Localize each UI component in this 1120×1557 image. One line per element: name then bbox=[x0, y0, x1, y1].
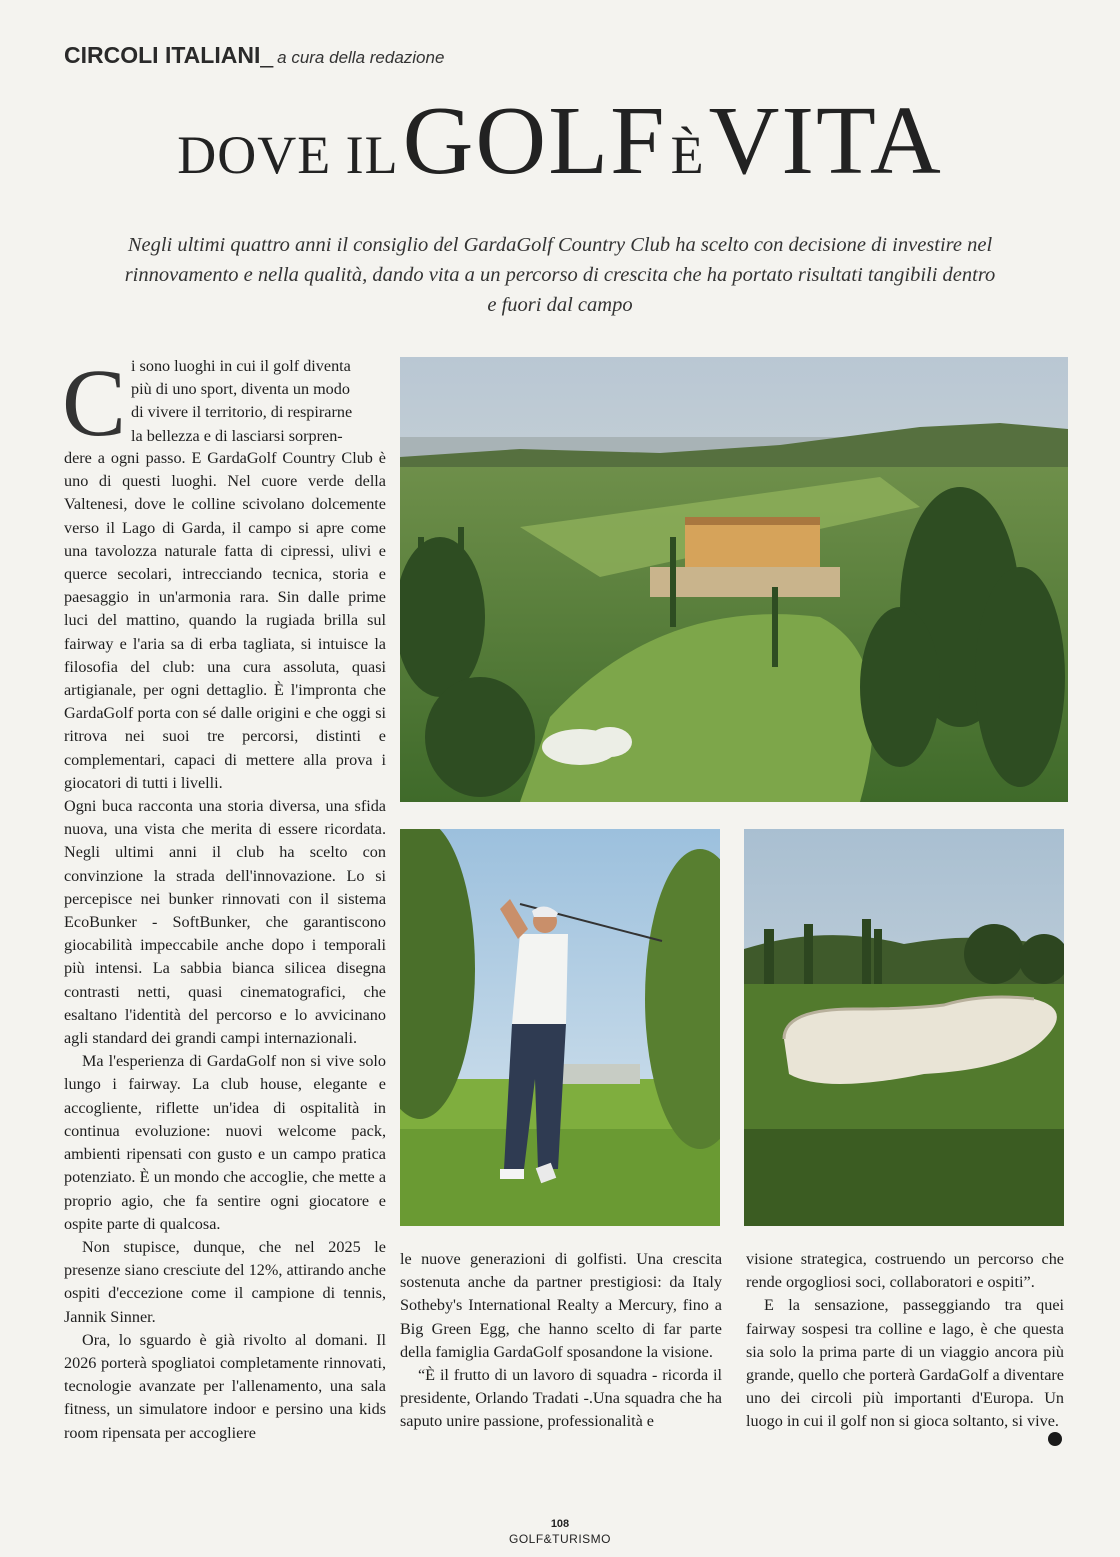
title-part-2: GOLF bbox=[402, 87, 667, 195]
photo-bunker bbox=[744, 829, 1064, 1226]
paragraph: Ora, lo sguardo è già rivolto al domani. Il 2026 porterà spogliatoi completamente rinnovati, tecnologie avanzate per l'allenamento, una sala fitness, un simulatore indoor e persino una kids room ripensata per accogliere bbox=[64, 1330, 386, 1442]
column-1 bbox=[64, 447, 386, 1457]
drop-cap: C bbox=[62, 349, 127, 456]
page-number: 108 bbox=[550, 1518, 570, 1530]
paragraph: le nuove generazioni di golfisti. Una crescita sostenuta anche da partner prestigiosi: da Italy Sotheby's International Realty a Mercury, fino a Big Green Egg, che hanno scelto di far parte della famiglia GardaGolf sposandone la visione. bbox=[400, 1250, 722, 1361]
end-mark bbox=[1048, 1432, 1062, 1446]
byline: a cura della redazione bbox=[277, 48, 445, 67]
section-header bbox=[64, 42, 444, 69]
title-part-3: È bbox=[670, 125, 705, 185]
publication-name: GOLF&TURISMO bbox=[508, 1532, 611, 1546]
paragraph: “È il frutto di un lavoro di squadra - ricorda il presidente, Orlando Tradati -.Una squadra che ha saputo unire passione, professionalità e bbox=[400, 1366, 722, 1431]
section-separator: _ bbox=[260, 42, 274, 68]
article-title bbox=[0, 87, 1120, 195]
paragraph: Ma l'esperienza di GardaGolf non si vive solo lungo i fairway. La club house, elegante e accogliente, riflette un'idea di ospitalità in continua evoluzione: nuovi welcome pack, ambienti ripensati con gusto e un campo pratica potenziato. È un mondo che accoglie, che mette a proprio agio, che fa sentire ogni giocatore e ospite parte di qualcosa. bbox=[64, 1052, 386, 1233]
column-1-dropcap-lines bbox=[131, 355, 386, 448]
photo-golfer bbox=[400, 829, 720, 1226]
title-part-4: VITA bbox=[708, 87, 943, 195]
paragraph: Ogni buca racconta una storia diversa, una sfida nuova, una vista che merita di essere ricordata. Negli ultimi anni il club ha scelto con convinzione la strada dell'innovazione. Lo si percepisce nei bunker rinnovati con il sistema EcoBunker - SoftBunker, che garantiscono giocabilità impeccabile anche dopo i temporali più intensi. La sabbia bianca silicea disegna contrasti netti, quasi cinematografici, che esaltano l'identità del percorso e lo avvicinano agli standard dei grandi campi internazionali. bbox=[64, 797, 386, 1048]
text-line: i sono luoghi in cui il golf diventa bbox=[131, 357, 351, 375]
photo-aerial-clubhouse bbox=[400, 357, 1068, 802]
paragraph: E la sensazione, passeggiando tra quei fairway sospesi tra colline e lago, è che questa sia solo la prima parte di un viaggio ancora più grande, quello che porterà GardaGolf a diventare uno dei circoli più importanti d'Europa. Un luogo in cui il golf non si gioca soltanto, si vive. bbox=[746, 1296, 1064, 1431]
column-3 bbox=[746, 1248, 1064, 1458]
section-name: CIRCOLI ITALIANI bbox=[64, 42, 261, 68]
standfirst: Negli ultimi quattro anni il consiglio del GardaGolf Country Club ha scelto con decisione di investire nel rinnovamento e nella qualità, dando vita a un percorso di crescita che ha portato risultati tangibili dentro e fuori dal campo bbox=[124, 234, 996, 316]
title-part-1: DOVE IL bbox=[177, 125, 399, 185]
text-line: più di uno sport, diventa un modo bbox=[131, 380, 350, 399]
paragraph: dere a ogni passo. E GardaGolf Country Club è uno di questi luoghi. Nel cuore verde della Valtenesi, dove le colline scivolano dolcemente verso il Lago di Garda, il campo si apre come una tavolozza naturale fatta di cipressi, ulivi e querce secolari, intrecciando tecnica, storia e paesaggio in un'armonia rara. Sin dalle prime luci del mattino, quando la rugiada brilla sul fairway e l'aria sa di erba tagliata, si intuisce la filosofia del club: una cura assoluta, quasi artigianale, per ogni dettaglio. È l'impronta che GardaGolf porta con sé dalle origini e che oggi si ritrova nei suoi tre percorsi, distinti e complementari, capaci di mettere alla prova i giocatori di tutti i livelli. bbox=[64, 449, 386, 792]
column-2 bbox=[400, 1248, 722, 1458]
text-line: la bellezza e di lasciarsi sorpren- bbox=[131, 426, 343, 445]
paragraph: visione strategica, costruendo un percorso che rende orgogliosi soci, collaboratori e ospiti”. bbox=[746, 1250, 1064, 1292]
paragraph: Non stupisce, dunque, che nel 2025 le presenze siano cresciute del 12%, attirando anche ospiti d'eccezione come il campione di tennis, Jannik Sinner. bbox=[64, 1237, 386, 1326]
text-line: di vivere il territorio, di respirarne bbox=[131, 403, 353, 422]
